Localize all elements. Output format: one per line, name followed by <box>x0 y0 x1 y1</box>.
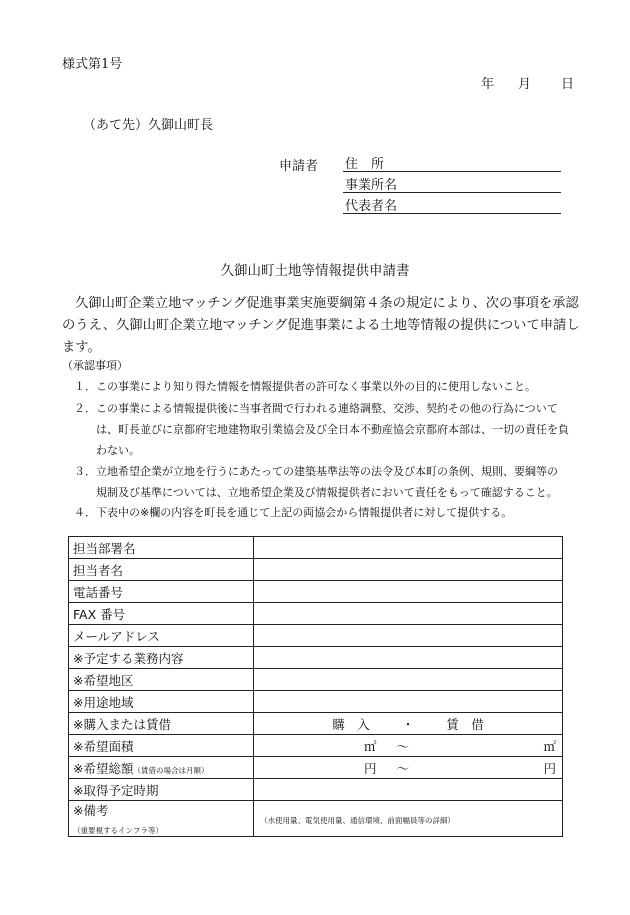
total-unit-to: 円 <box>543 760 556 776</box>
size-unit-to: ㎡ <box>543 738 556 754</box>
table-row <box>69 669 563 691</box>
address-label: 住 所 <box>345 157 385 172</box>
zoning-label: ※用途地域 <box>69 691 254 713</box>
applicant-label: 申請者 <box>279 159 319 174</box>
note-4: ４．下表中の※欄の内容を町長を通じて上記の両協会から情報提供者に対して提供する。 <box>74 506 513 519</box>
form-number: 様式第1号 <box>62 57 123 72</box>
timing-label: ※取得予定時期 <box>69 779 254 801</box>
note-1: １．この事業により知り得た情報を情報提供者の許可なく事業以外の目的に使用しないこと。 <box>74 380 536 393</box>
area-wish-label: ※希望地区 <box>69 669 254 691</box>
buy-rent-label: ※購入または賃借 <box>69 713 254 735</box>
notes-heading: （承認事項） <box>62 359 128 372</box>
rent-option[interactable]: 賃 借 <box>446 716 484 732</box>
total-tilde: 〜 <box>396 760 410 776</box>
table-row <box>69 779 563 801</box>
table-row <box>69 801 563 837</box>
size-input[interactable] <box>254 735 563 757</box>
person-label: 担当者名 <box>69 559 254 581</box>
table-row <box>69 537 563 559</box>
person-input[interactable] <box>254 559 563 581</box>
buy-rent-choice[interactable] <box>254 713 563 735</box>
table-row <box>69 713 563 735</box>
dept-label: 担当部署名 <box>69 537 254 559</box>
total-unit-from: 円 <box>364 760 377 776</box>
office-name-label: 事業所名 <box>345 178 398 193</box>
size-label: ※希望面積 <box>69 735 254 757</box>
address-field[interactable] <box>343 153 561 172</box>
business-label: ※予定する業務内容 <box>69 647 254 669</box>
phone-input[interactable] <box>254 581 563 603</box>
zoning-input[interactable] <box>254 691 563 713</box>
addressee: （あて先）久御山町長 <box>83 118 214 133</box>
date-month: 月 <box>518 77 532 92</box>
timing-input[interactable] <box>254 779 563 801</box>
total-label <box>69 757 254 779</box>
table-row <box>69 735 563 757</box>
table-row <box>69 559 563 581</box>
remarks-label-note: （重要視するインフラ等） <box>73 826 163 835</box>
date-year: 年 <box>481 77 495 92</box>
remarks-hint: （水使用量、電気使用量、通信環境、前面幅員等の詳細） <box>260 816 455 825</box>
note-2-line-1: ２．この事業による情報提供後に当事者間で行われる連絡調整、交渉、契約その他の行為について <box>74 402 558 415</box>
representative-field[interactable] <box>343 195 561 214</box>
total-label-text: ※希望総額 <box>73 760 134 776</box>
dept-input[interactable] <box>254 537 563 559</box>
table-row <box>69 647 563 669</box>
option-separator: ・ <box>401 716 415 732</box>
application-statement: 久御山町企業立地マッチング促進事業実施要綱第４条の規定により、次の事項を承認のうえ、久御山町企業立地マッチング促進事業による土地等情報の提供について申請します。 <box>62 296 580 355</box>
size-tilde: 〜 <box>396 738 410 754</box>
area-wish-input[interactable] <box>254 669 563 691</box>
fax-input[interactable] <box>254 603 563 625</box>
office-name-field[interactable] <box>343 174 561 193</box>
fax-label: FAX 番号 <box>69 603 254 625</box>
note-2-line-3: わない。 <box>96 444 140 457</box>
note-2-line-2: は、町長並びに京都府宅地建物取引業協会及び全日本不動産協会京都府本部は、一切の責任を負 <box>96 423 569 436</box>
document-title: 久御山町土地等情報提供申請書 <box>220 263 410 279</box>
application-table <box>68 536 563 837</box>
total-input[interactable] <box>254 757 563 779</box>
remarks-label <box>69 801 254 837</box>
table-row <box>69 603 563 625</box>
representative-label: 代表者名 <box>345 199 398 214</box>
size-unit-from: ㎡ <box>364 738 377 754</box>
table-row <box>69 581 563 603</box>
total-label-note: （賃借の場合は月額） <box>133 765 209 775</box>
phone-label: 電話番号 <box>69 581 254 603</box>
note-3-line-1: ３．立地希望企業が立地を行うにあたっての建築基準法等の法令及び本町の条例、規則、要綱等の <box>74 465 558 478</box>
table-row <box>69 625 563 647</box>
remarks-input[interactable] <box>254 801 563 837</box>
date-day: 日 <box>561 77 575 92</box>
note-3-line-2: 規制及び基準については、立地希望企業及び情報提供者において責任をもって確認すること。 <box>96 486 558 499</box>
buy-option[interactable]: 購 入 <box>332 716 370 732</box>
table-row <box>69 757 563 779</box>
table-row <box>69 691 563 713</box>
remarks-label-text: ※備考 <box>73 803 109 818</box>
email-label: メールアドレス <box>69 625 254 647</box>
email-input[interactable] <box>254 625 563 647</box>
business-input[interactable] <box>254 647 563 669</box>
